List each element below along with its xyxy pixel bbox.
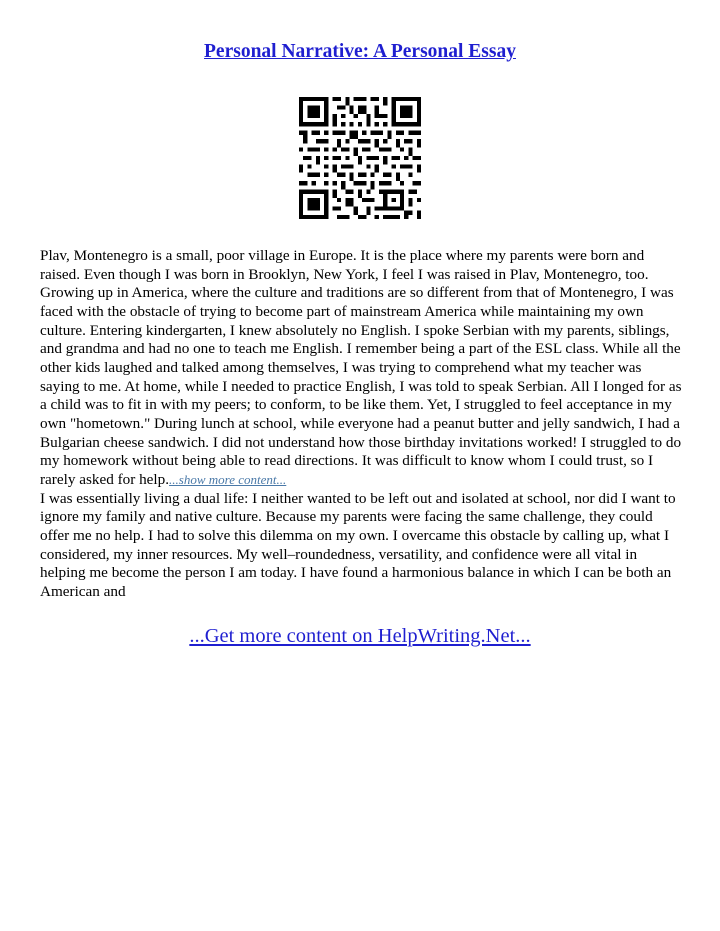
essay-body: [40, 247, 682, 601]
essay-paragraph-2: I was essentially living a dual life: I neither wanted to be left out and isolated at school, nor did I want to ignore my family and native culture. Because my parents were facing the same challenge, they could offer me no help. I had to solve this dilemma on my own. I overcame this obstacle by calling up, what I considered, my inner resources. My well–roundedness, versatility, and confidence were all vital in helping me become the person I am today. I have found a harmonious balance in which I can be both an American and: [40, 489, 676, 600]
title-link[interactable]: Personal Narrative: A Personal Essay: [204, 41, 516, 62]
get-more-content-link[interactable]: ...Get more content on HelpWriting.Net...: [189, 625, 531, 647]
qr-code-icon: [299, 97, 421, 219]
essay-paragraph-1-text: Plav, Montenegro is a small, poor village in Europe. It is the place where my parents were born and raised. Even though I was born in Brooklyn, New York, I feel I was raised in Plav, Montenegro, too. Growing up in America, where the culture and traditions are so different from that of Montenegro, I was faced with the obstacle of trying to become part of mainstream America while maintaining my own culture. Entering kindergarten, I knew absolutely no English. I spoke Serbian with my parents, siblings, and grandma and had no one to teach me English. I remember being a part of the ESL class. While all the other kids laughed and talked among themselves, I was trying to comprehend what my teacher was saying to me. At home, while I needed to practice English, I was told to speak Serbian. All I longed for as a child was to fit in with my peers; to conform, to be like them. Yet, I struggled to feel acceptance in my own "hometown." During lunch at school, while everyone had a peanut butter and jelly sandwich, I had a Bulgarian cheese sandwich. I did not understand how those birthday invitations worked! I struggled to do my homework without being able to read directions. It was difficult to know whom I could trust, so I rarely asked for help.: [40, 247, 682, 488]
page-title: [0, 38, 720, 66]
more-content-container: [0, 622, 720, 650]
show-more-link[interactable]: ...show more content...: [169, 471, 287, 487]
essay-paragraph-1: [40, 247, 682, 490]
